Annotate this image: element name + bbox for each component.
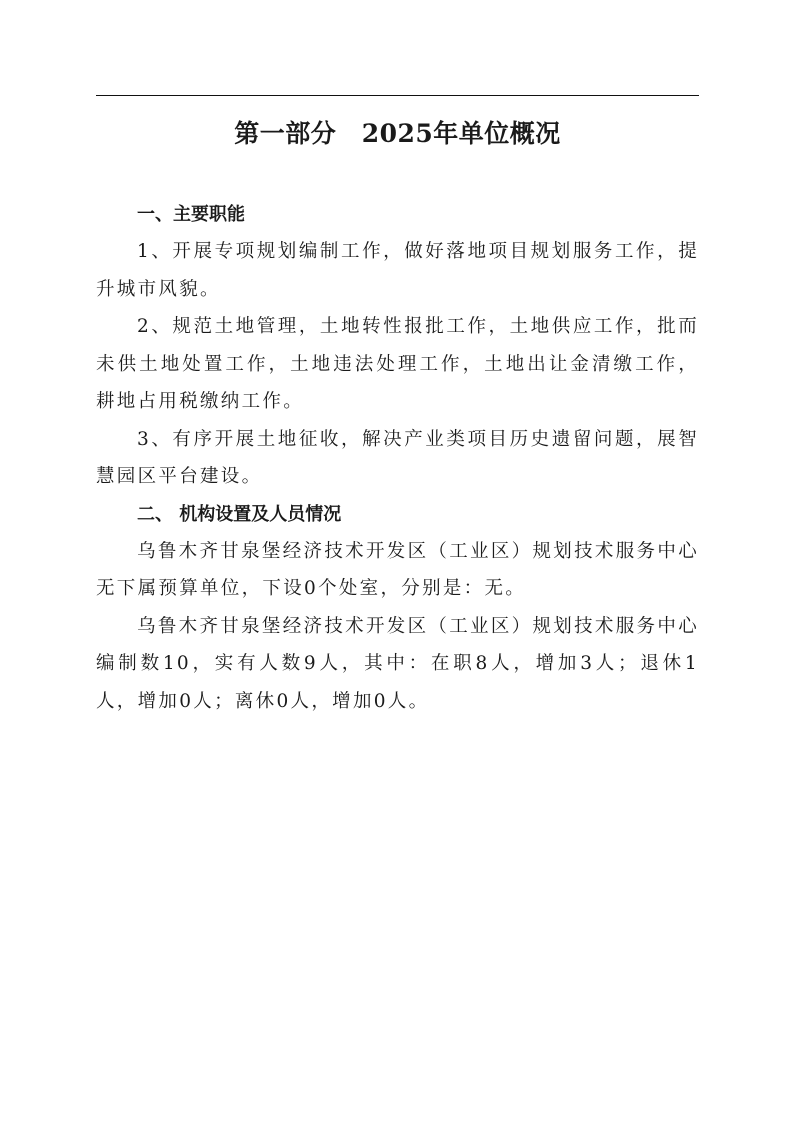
page-title: 第一部分 2025年单位概况	[234, 119, 561, 148]
function-item-2: 2、规范土地管理，土地转性报批工作，土地供应工作，批而未供土地处置工作，土地违法处理工作，土地出让金清缴工作，耕地占用税缴纳工作。	[96, 316, 699, 412]
staffing-paragraph: 乌鲁木齐甘泉堡经济技术开发区（工业区）规划技术服务中心编制数10，实有人数9人，其中：在职8人，增加3人；退休1人，增加0人；离休0人，增加0人。	[96, 615, 699, 712]
section-organization-staff	[96, 496, 699, 721]
section-main-functions	[96, 196, 699, 496]
function-item-1: 1、开展专项规划编制工作，做好落地项目规划服务工作，提升城市风貌。	[96, 241, 699, 300]
function-item-3: 3、有序开展土地征收，解决产业类项目历史遗留问题，展智慧园区平台建设。	[96, 428, 699, 487]
section-heading-main-functions: 一、主要职能	[137, 204, 245, 225]
header-rule	[96, 95, 699, 96]
section-heading-organization-staff: 二、 机构设置及人员情况	[137, 503, 342, 525]
organization-paragraph: 乌鲁木齐甘泉堡经济技术开发区（工业区）规划技术服务中心无下属预算单位，下设0个处室，分别是：无。	[96, 540, 699, 599]
document-body	[96, 196, 699, 720]
